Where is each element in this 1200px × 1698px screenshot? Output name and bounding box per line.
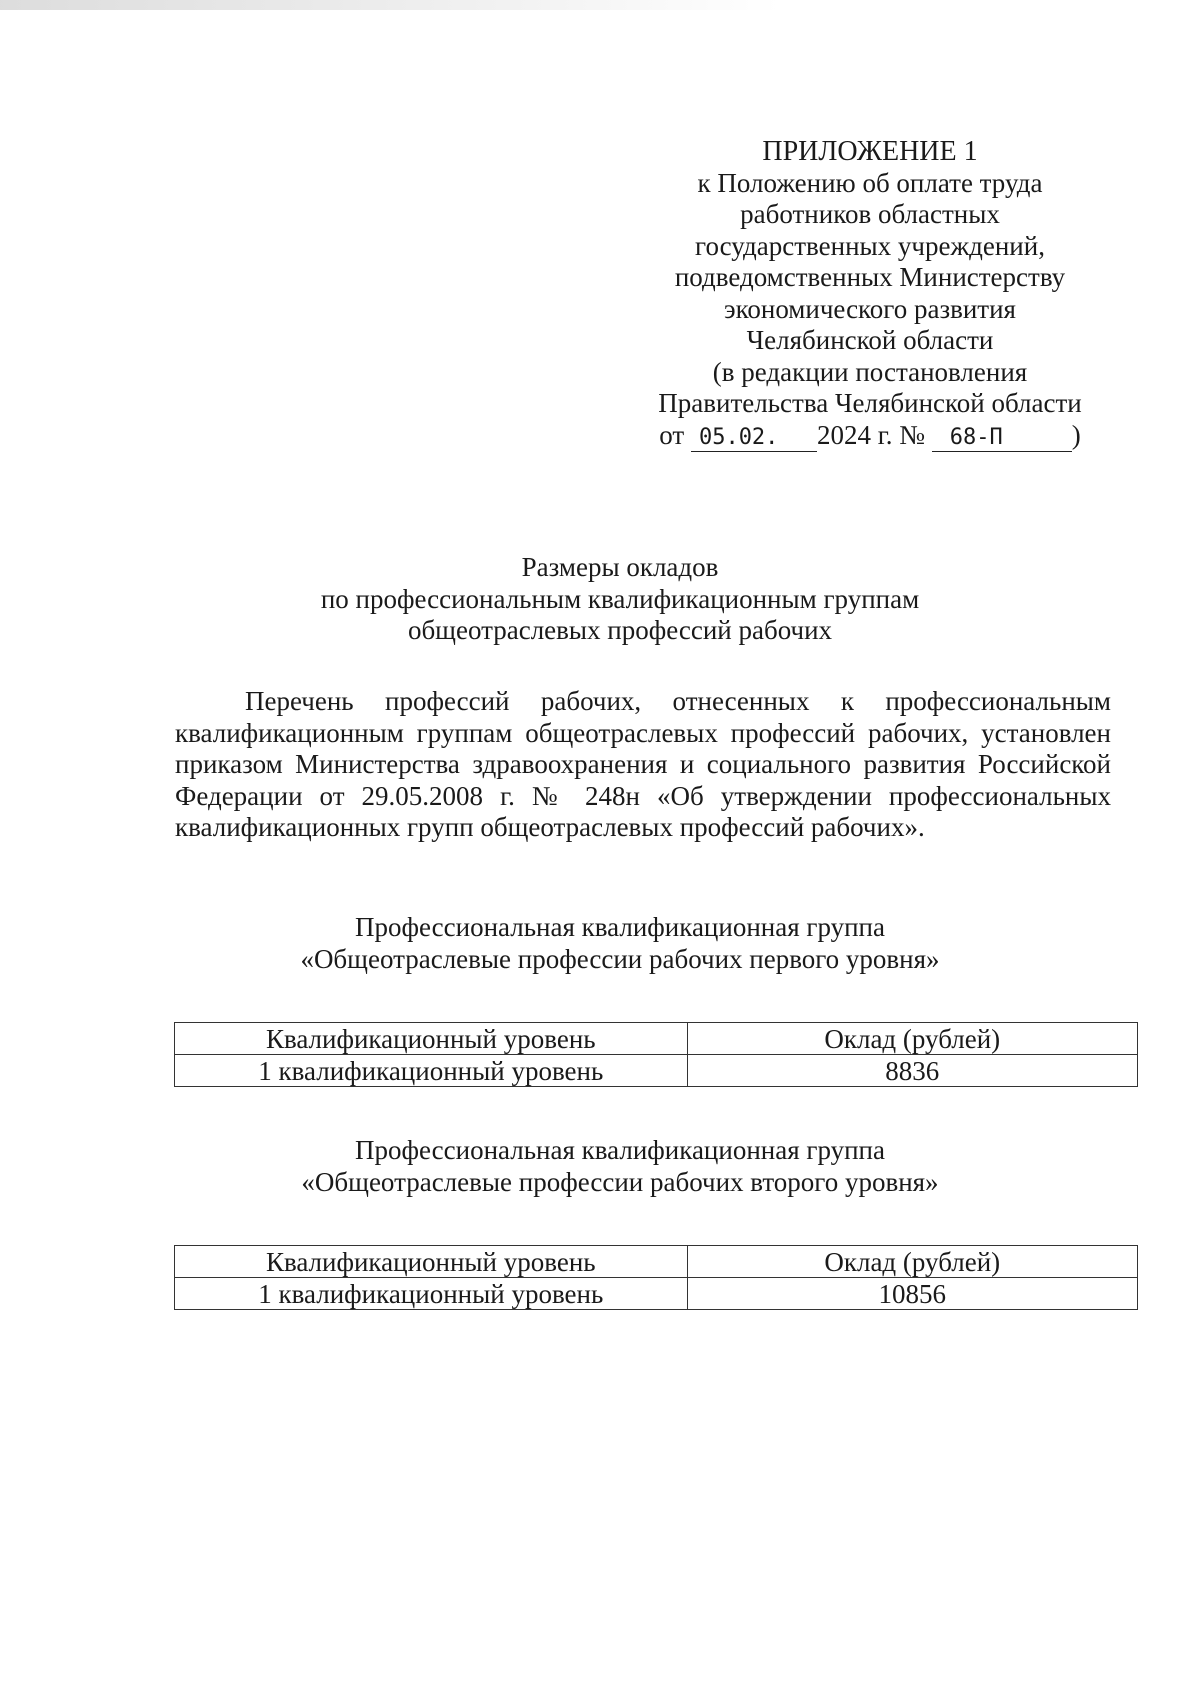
appendix-date-line <box>640 420 1100 452</box>
group-heading-second-level <box>160 1135 1080 1198</box>
group-heading-line: «Общеотраслевые профессии рабочих первого уровня» <box>300 943 940 974</box>
appendix-line: (в редакции постановления <box>712 356 1028 387</box>
year-text: 2024 г. № <box>816 419 925 450</box>
table-row <box>175 1055 1138 1087</box>
table-cell: 8836 <box>687 1055 1137 1087</box>
appendix-title: ПРИЛОЖЕНИЕ 1 <box>762 136 978 167</box>
table-header-row <box>175 1246 1138 1278</box>
group-heading-line: «Общеотраслевые профессии рабочих второго уровня» <box>301 1166 939 1197</box>
salary-table-second-level <box>174 1245 1138 1310</box>
group-heading-first-level <box>160 912 1080 975</box>
title-line: Размеры окладов <box>521 552 719 582</box>
table-cell: 1 квалификационный уровень <box>175 1055 688 1087</box>
table-header-cell: Квалификационный уровень <box>175 1246 688 1278</box>
appendix-line: Челябинской области <box>746 325 994 355</box>
salary-table-first-level <box>174 1022 1138 1087</box>
appendix-line: государственных учреждений, <box>695 230 1045 261</box>
group-heading-line: Профессиональная квалификационная группа <box>355 912 885 942</box>
table-row <box>175 1278 1138 1310</box>
appendix-line: экономического развития <box>724 293 1016 324</box>
table-header-cell: Оклад (рублей) <box>687 1246 1137 1278</box>
title-line: по профессиональным квалификационным группам <box>320 583 920 614</box>
intro-paragraph: Перечень профессий рабочих, отнесенных к профессиональным квалификационным группам общеотраслевых профессий рабочих, установлен приказом Министерства здравоохранения и социального развития Российской Федерации от 29.05.2008 г. № 248н «Об утверждении профессиональных квалификационных групп общеотраслевых профессий рабочих». <box>175 686 1111 842</box>
appendix-line: Правительства Челябинской области <box>658 388 1082 418</box>
appendix-line: работников областных <box>740 199 1000 229</box>
table-cell: 1 квалификационный уровень <box>175 1278 688 1310</box>
document-title <box>160 552 1080 647</box>
date-prefix: от <box>659 419 685 450</box>
title-line: общеотраслевых профессий рабочих <box>407 615 833 645</box>
number-field: 68-П <box>932 425 1072 452</box>
appendix-line: подведомственных Министерству <box>674 262 1066 292</box>
closing-paren: ) <box>1071 419 1081 450</box>
table-header-cell: Оклад (рублей) <box>687 1023 1137 1055</box>
group-heading-line: Профессиональная квалификационная группа <box>355 1135 885 1165</box>
table-cell: 10856 <box>687 1278 1137 1310</box>
table-header-cell: Квалификационный уровень <box>175 1023 688 1055</box>
appendix-header <box>640 136 1100 452</box>
appendix-line: к Положению об оплате труда <box>697 167 1043 198</box>
table-header-row <box>175 1023 1138 1055</box>
date-field: 05.02. <box>691 425 817 452</box>
scan-edge-artifact <box>0 0 780 10</box>
